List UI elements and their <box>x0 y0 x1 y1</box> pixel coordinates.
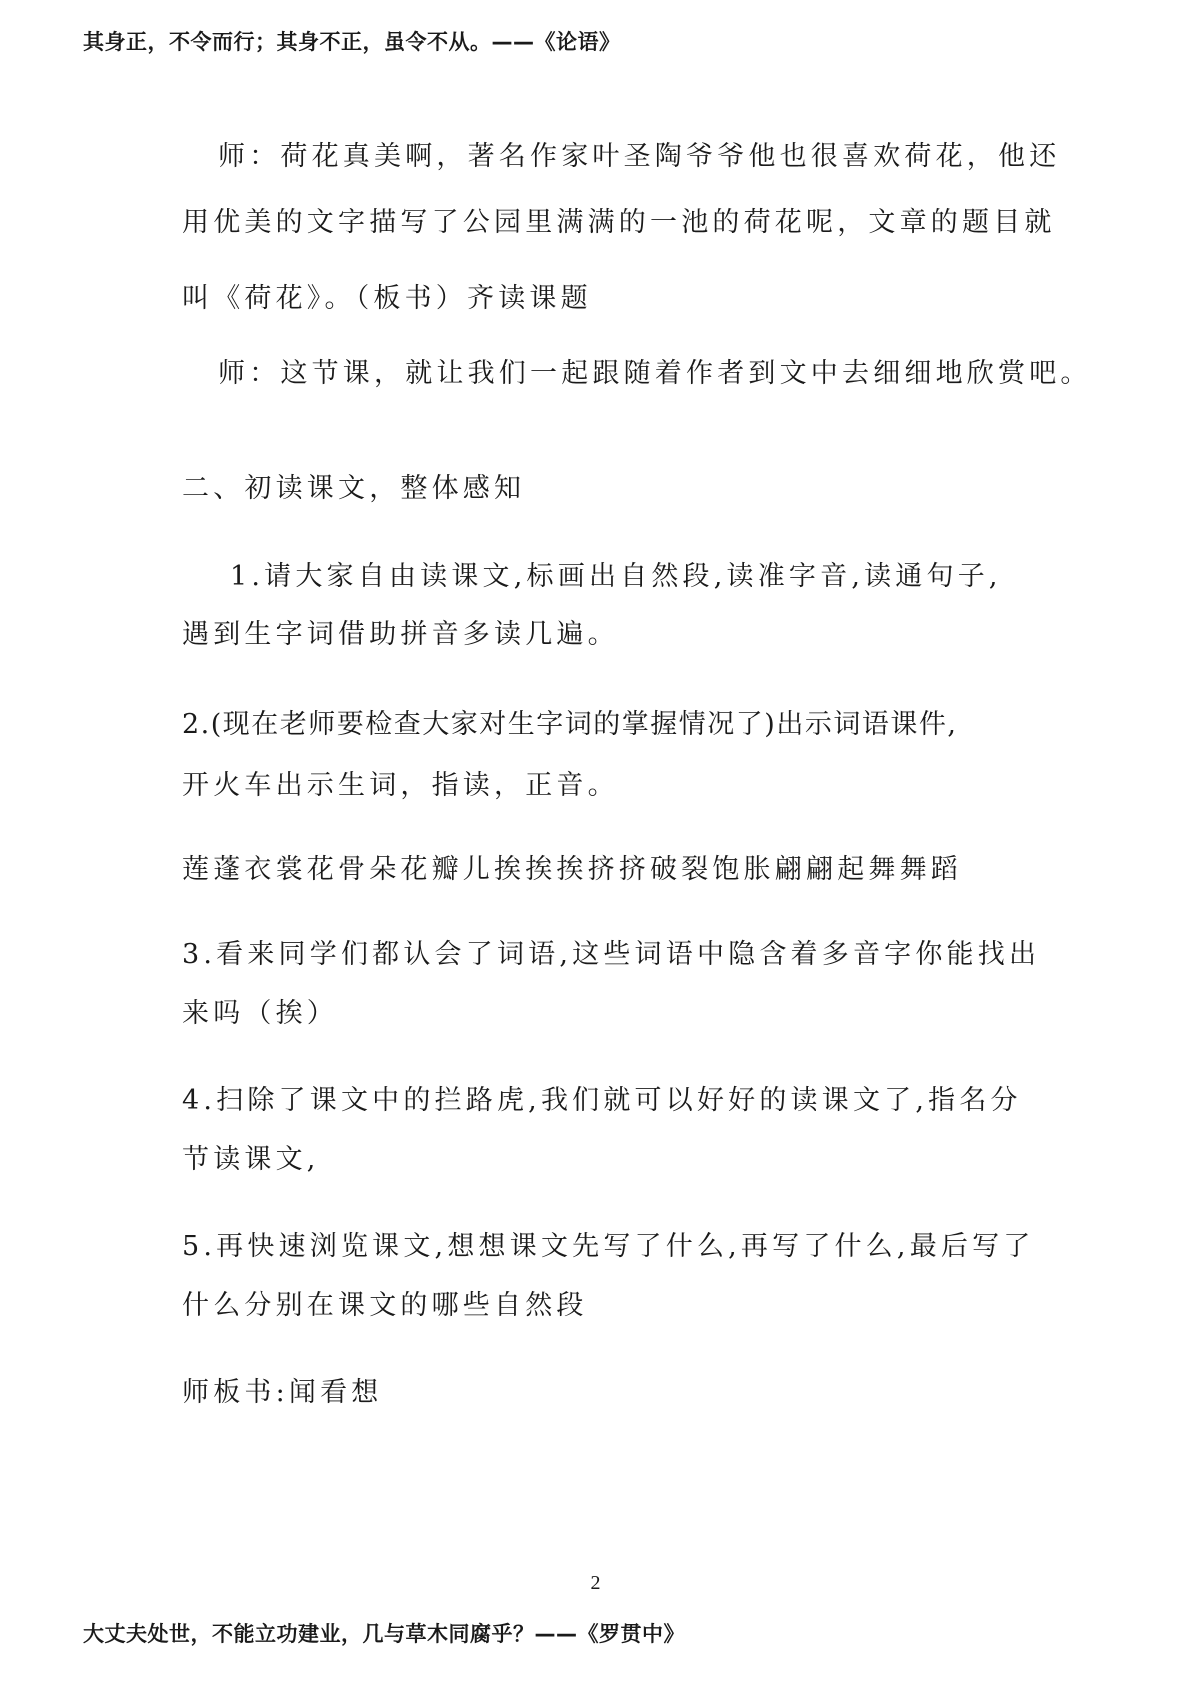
paragraph-line: 4.扫除了课文中的拦路虎,我们就可以好好的读课文了,指名分 <box>182 1085 1022 1116</box>
paragraph-line: 5.再快速浏览课文,想想课文先写了什么,再写了什么,最后写了 <box>182 1231 1035 1262</box>
paragraph-line: 节读课文, <box>182 1144 320 1175</box>
paragraph-line: 来吗（挨） <box>182 998 338 1029</box>
header-quote: 其身正，不令而行；其身不正，虽令不从。——《论语》 <box>83 30 621 54</box>
paragraph-line: 师：荷花真美啊，著名作家叶圣陶爷爷他也很喜欢荷花，他还 <box>218 141 1061 172</box>
footer-quote: 大丈夫处世，不能立功建业，几与草木同腐乎？——《罗贯中》 <box>83 1622 685 1646</box>
vocabulary-line: 莲蓬衣裳花骨朵花瓣儿挨挨挨挤挤破裂饱胀翩翩起舞舞蹈 <box>182 854 962 885</box>
section-heading: 二、初读课文，整体感知 <box>182 473 526 504</box>
paragraph-line: 开火车出示生词，指读，正音。 <box>182 770 619 801</box>
paragraph-line: 什么分别在课文的哪些自然段 <box>182 1290 588 1321</box>
paragraph-line: 师：这节课，就让我们一起跟随着作者到文中去细细地欣赏吧。 <box>218 358 1092 389</box>
paragraph-line: 遇到生字词借助拼音多读几遍。 <box>182 619 619 650</box>
paragraph-line: 师板书:闻看想 <box>182 1377 383 1408</box>
paragraph-line: 叫《荷花》。（板书）齐读课题 <box>182 283 592 314</box>
paragraph-line: 1.请大家自由读课文,标画出自然段,读准字音,读通句子, <box>230 561 1002 592</box>
paragraph-line: 2.(现在老师要检查大家对生字词的掌握情况了)出示词语课件, <box>182 709 958 740</box>
paragraph-line: 用优美的文字描写了公园里满满的一池的荷花呢，文章的题目就 <box>182 207 1056 238</box>
paragraph-line: 3.看来同学们都认会了词语,这些词语中隐含着多音字你能找出 <box>182 939 1041 970</box>
page-number: 2 <box>590 1572 601 1594</box>
